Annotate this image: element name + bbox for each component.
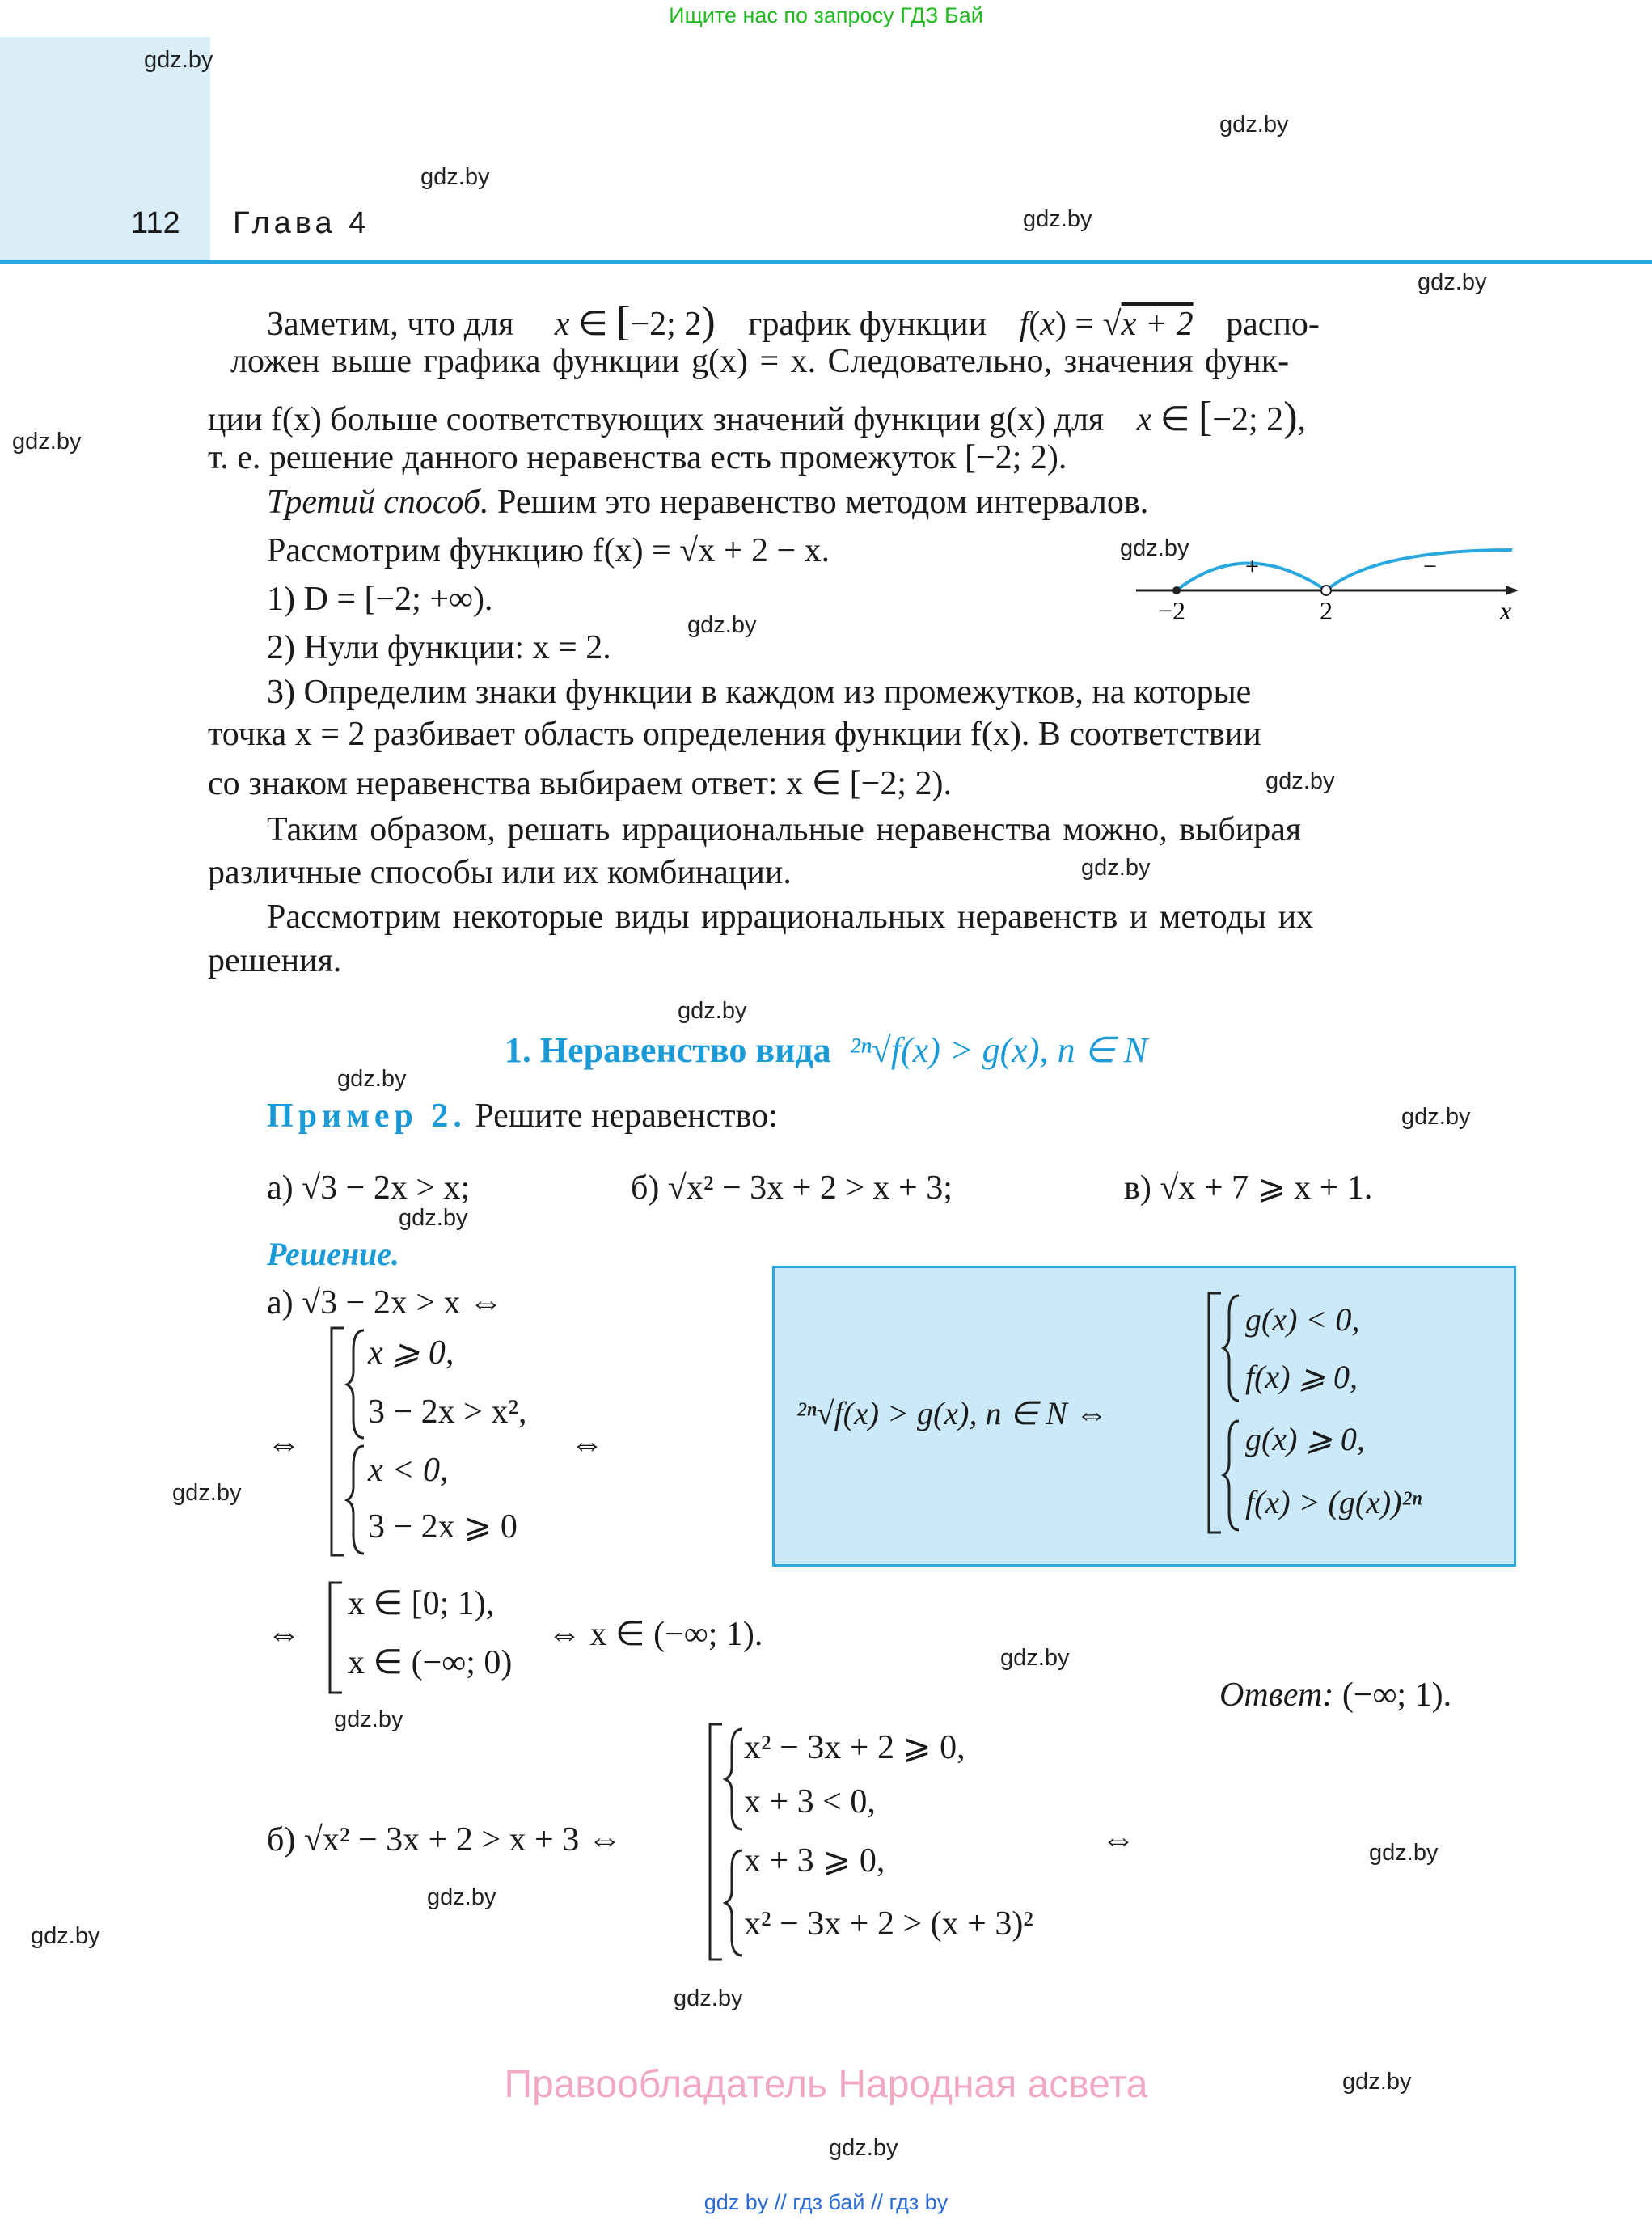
point-label: −2 xyxy=(1158,596,1186,625)
watermark: gdz.by xyxy=(1081,855,1151,881)
system-line: 3 − 2x > x², xyxy=(368,1393,527,1431)
system-line: x ∈ [0; 1), xyxy=(348,1585,495,1622)
bracket xyxy=(326,1581,350,1694)
solution-label: Решение. xyxy=(267,1236,400,1272)
equiv-symbol: ⇔ xyxy=(267,1616,301,1653)
footer-links[interactable]: gdz by // гдз бай // гдз by xyxy=(703,2190,949,2214)
example-c: в) √x + 7 ⩾ x + 1. xyxy=(1124,1169,1373,1207)
section-title: 1. Неравенство вида ²ⁿ√f(x) > g(x), n ∈ N xyxy=(504,1030,1148,1070)
text-line: со знаком неравенства выбираем ответ: x ∈ [−2; 2). xyxy=(208,765,953,802)
text-line: 2) Нули функции: x = 2. xyxy=(267,629,611,666)
watermark: gdz.by xyxy=(31,1923,100,1949)
watermark: gdz.by xyxy=(1401,1104,1471,1130)
watermark: gdz.by xyxy=(427,1884,496,1910)
rule-line: g(x) ⩾ 0, xyxy=(1245,1421,1365,1457)
watermark: gdz.by xyxy=(399,1205,468,1231)
rule-left: ²ⁿ√f(x) > g(x), n ∈ N ⇔ xyxy=(796,1395,1108,1431)
watermark: gdz.by xyxy=(1418,269,1487,295)
text-line: Таким образом, решать иррациональные неравенства можно, выбирая xyxy=(267,811,1302,848)
watermark: gdz.by xyxy=(12,429,82,455)
watermark: gdz.by xyxy=(420,164,490,190)
chapter-title: Глава 4 xyxy=(233,206,370,240)
watermark: gdz.by xyxy=(1342,2069,1412,2095)
watermark: gdz.by xyxy=(1369,1840,1439,1866)
system-line: x ∈ (−∞; 0) xyxy=(348,1644,513,1681)
equiv-symbol: ⇔ xyxy=(1101,1821,1135,1858)
watermark: gdz.by xyxy=(1219,112,1289,137)
watermark: gdz.by xyxy=(1120,535,1189,561)
text-line: Третий способ. Решим это неравенство методом интервалов. xyxy=(267,484,1149,521)
text-line: Рассмотрим функцию f(x) = √x + 2 − x. xyxy=(267,532,830,569)
system-line: 3 − 2x ⩾ 0 xyxy=(368,1508,518,1545)
equiv-symbol: ⇔ xyxy=(570,1426,604,1463)
solution-b-head: б) √x² − 3x + 2 > x + 3 ⇔ xyxy=(267,1821,622,1858)
watermark: gdz.by xyxy=(337,1066,407,1092)
example-a: а) √3 − 2x > x; xyxy=(267,1169,471,1207)
watermark: gdz.by xyxy=(334,1706,403,1732)
text-line: 3) Определим знаки функции в каждом из промежутков, на которые xyxy=(267,674,1252,711)
watermark: gdz.by xyxy=(1023,206,1092,232)
text-line: Заметим, что для x ∈ [−2; 2) график функции f(x) = √x + 2 распо- xyxy=(267,298,1320,345)
solution-a-final: ⇔ x ∈ (−∞; 1). xyxy=(547,1616,763,1653)
text-line: т. е. решение данного неравенства есть промежуток [−2; 2). xyxy=(208,439,1067,476)
text-line: решения. xyxy=(208,942,342,979)
text-line: ложен выше графика функции g(x) = x. Следовательно, значения функ- xyxy=(230,343,1290,380)
system-line: x + 3 < 0, xyxy=(744,1783,876,1820)
rule-line: f(x) ⩾ 0, xyxy=(1245,1359,1358,1395)
watermark: gdz.by xyxy=(172,1480,242,1506)
search-banner: Ищите нас по запросу ГДЗ Бай xyxy=(669,3,983,27)
system-line: x ⩾ 0, xyxy=(368,1334,454,1372)
text-line: 1) D = [−2; +∞). xyxy=(267,581,493,618)
watermark: gdz.by xyxy=(1265,768,1335,794)
example-header: Пример 2. Решите неравенство: xyxy=(267,1097,778,1135)
answer: Ответ: (−∞; 1). xyxy=(1219,1676,1452,1714)
system-line: x² − 3x + 2 ⩾ 0, xyxy=(744,1729,965,1766)
text-line: Рассмотрим некоторые виды иррациональных неравенств и методы их xyxy=(267,898,1314,936)
equiv-symbol: ⇔ xyxy=(267,1426,301,1463)
watermark: gdz.by xyxy=(1000,1645,1070,1671)
solution-a-head: а) √3 − 2x > x ⇔ xyxy=(267,1284,504,1321)
watermark: gdz.by xyxy=(144,47,213,73)
text-line: ции f(x) больше соответствующих значений функции g(x) для x ∈ [−2; 2), xyxy=(208,394,1307,440)
watermark: gdz.by xyxy=(674,1985,743,2011)
number-line-diagram xyxy=(1132,532,1520,625)
system-line: x < 0, xyxy=(368,1452,449,1489)
rule-line: f(x) > (g(x))²ⁿ xyxy=(1245,1484,1422,1520)
watermark: gdz.by xyxy=(829,2135,898,2161)
system-line: x² − 3x + 2 > (x + 3)² xyxy=(744,1905,1033,1943)
sign-plus: + xyxy=(1245,553,1259,580)
point-label: 2 xyxy=(1320,596,1333,625)
sign-minus: − xyxy=(1423,553,1437,580)
page-number: 112 xyxy=(131,206,180,240)
text-line: точка x = 2 разбивает область определения функции f(x). В соответствии xyxy=(208,716,1261,753)
axis-label: x xyxy=(1500,596,1512,625)
header-rule xyxy=(0,260,1652,264)
watermark: gdz.by xyxy=(687,612,757,638)
example-b: б) √x² − 3x + 2 > x + 3; xyxy=(631,1169,953,1207)
text-line: различные способы или их комбинации. xyxy=(208,854,792,891)
rule-line: g(x) < 0, xyxy=(1245,1301,1360,1338)
copyright-notice: Правообладатель Народная асвета xyxy=(504,2063,1148,2106)
system-line: x + 3 ⩾ 0, xyxy=(744,1842,885,1879)
watermark: gdz.by xyxy=(678,998,747,1024)
